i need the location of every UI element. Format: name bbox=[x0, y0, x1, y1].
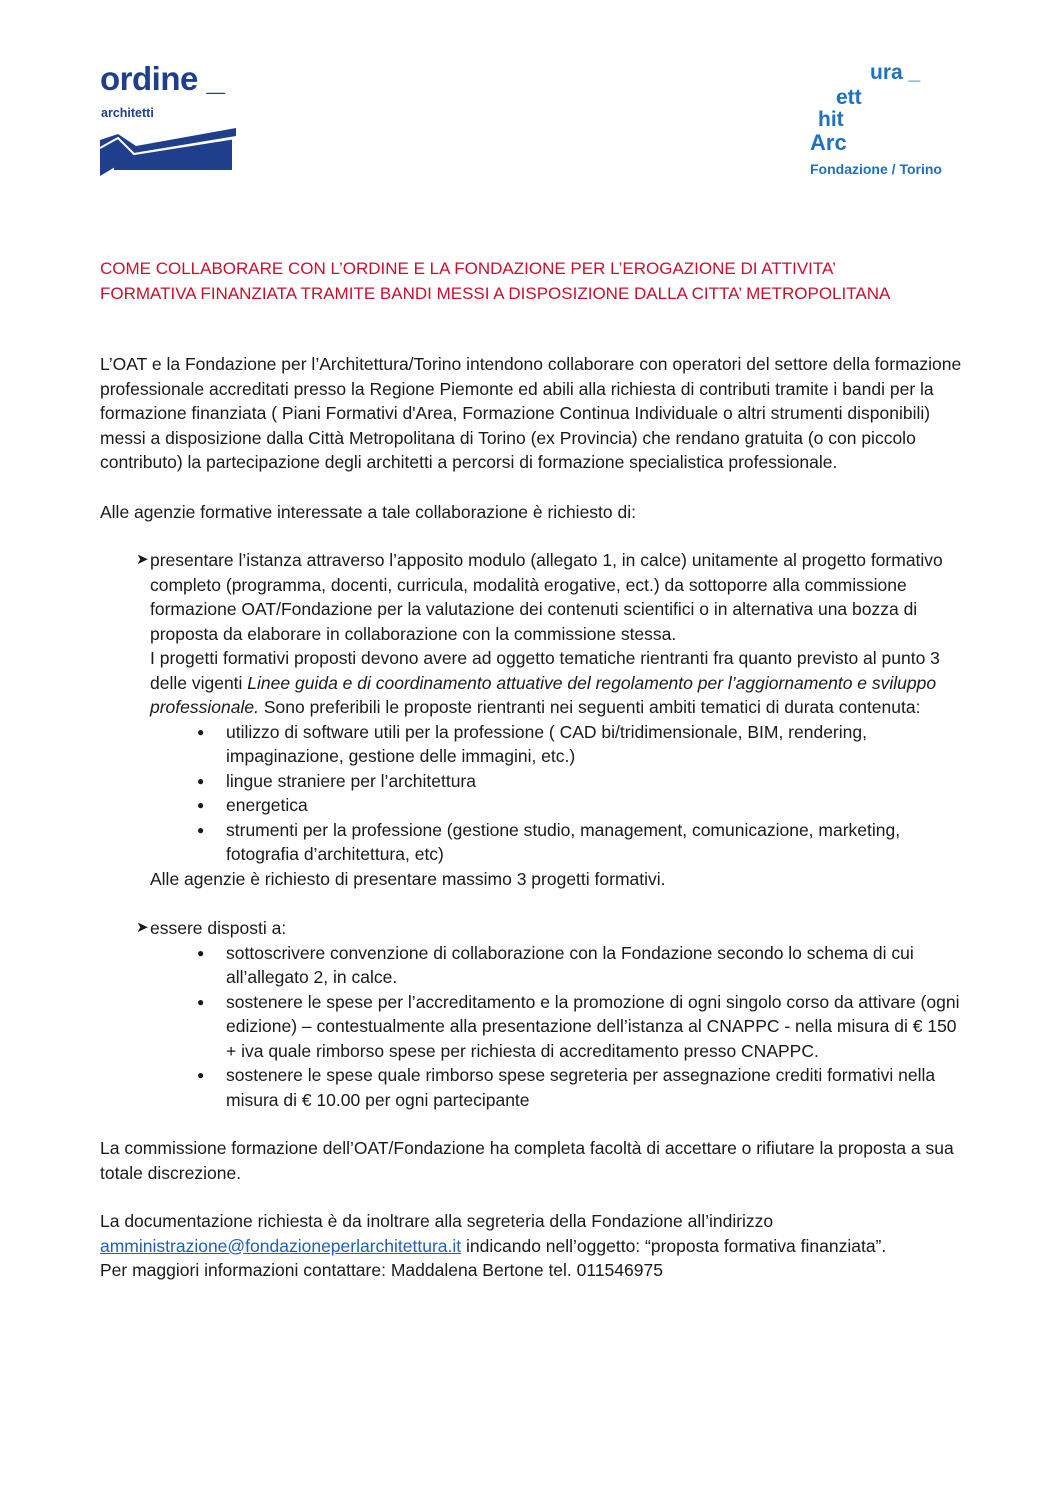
logo-line-4: Arc bbox=[810, 130, 847, 155]
spacer bbox=[100, 1112, 970, 1136]
list-spacer bbox=[100, 891, 970, 916]
list-item bbox=[100, 720, 970, 769]
list-item bbox=[100, 1063, 970, 1112]
contact-pre: La documentazione richiesta è da inoltrare alla segreteria della Fondazione all’indirizzo bbox=[100, 1211, 774, 1231]
title-line-2: FORMATIVA FINANZIATA TRAMITE BANDI MESSI A DISPOSIZIONE DALLA CITTA’ METROPOLITANA bbox=[100, 284, 891, 303]
list-item bbox=[100, 793, 970, 818]
document-title bbox=[100, 256, 960, 306]
arrow-bullet-icon: ➤ bbox=[136, 551, 149, 568]
list-item bbox=[100, 916, 970, 1112]
requirements-list bbox=[100, 548, 970, 1112]
item1-p2-post: Sono preferibili le proposte rientranti nei seguenti ambiti tematici di durata contenuta: bbox=[258, 697, 921, 717]
list-item bbox=[100, 548, 970, 891]
logo-line-3: hit bbox=[818, 108, 844, 131]
logo-line-5: Fondazione / Torino bbox=[810, 161, 942, 177]
document-body bbox=[100, 352, 970, 1283]
spacer bbox=[100, 1185, 970, 1209]
dot-bullet-icon: ● bbox=[197, 994, 205, 1009]
obligations-list bbox=[150, 941, 970, 1113]
list-item bbox=[100, 941, 970, 990]
dot-bullet-icon: ● bbox=[197, 822, 205, 837]
theme-text: lingue straniere per l’architettura bbox=[226, 770, 476, 791]
item1-text: presentare l’istanza attraverso l’apposito modulo (allegato 1, in calce) unitamente al progetto formativo completo (programma, docenti, curricula, modalità erogative, ect.) da sottoporre alla commissione formazione OAT/Fondazione per la valutazione dei contenuti scientifici o in alternativa una bozza di proposta da elaborare in collaborazione con la commissione stessa. bbox=[150, 550, 943, 644]
obligation-text: sostenere le spese per l’accreditamento e la promozione di ogni singolo corso da attivare (ogni edizione) – contestualmente alla presentazione dell’istanza al CNAPPC - nella misura di € 150 + iva quale rimborso spese per richiesta di accreditamento presso CNAPPC. bbox=[226, 991, 960, 1061]
contact-paragraph bbox=[100, 1209, 970, 1258]
item1-paragraph-2 bbox=[150, 646, 970, 720]
logo-line-1: ura _ bbox=[870, 61, 921, 84]
arrow-bullet-icon: ➤ bbox=[136, 919, 149, 936]
theme-text: strumenti per la professione (gestione studio, management, comunicazione, marketing, fotografia d’architettura, etc) bbox=[226, 819, 901, 864]
themes-list bbox=[150, 720, 970, 867]
intro-paragraph: L’OAT e la Fondazione per l’Architettura/Torino intendono collaborare con operatori del settore della formazione professionale accreditati presso la Regione Piemonte ed abili alla richiesta di contributi tramite i bandi per la formazione finanziata ( Piani Formativi d'Area, Formazione Continua Individuale o altri strumenti disponibili) messi a disposizione dalla Città Metropolitana di Torino (ex Provincia) che rendano gratuita (o con piccolo contributo) la partecipazione degli architetti a percorsi di formazione specialistica professionale. bbox=[100, 354, 962, 472]
obligation-text: sostenere le spese quale rimborso spese segreteria per assegnazione crediti formativi nella misura di € 10.00 per ogni partecipante bbox=[226, 1065, 936, 1110]
logo-word: ordine _ bbox=[100, 60, 225, 97]
email-link[interactable]: amministrazione@fondazioneperlarchitettura.it bbox=[100, 1235, 462, 1256]
dot-bullet-icon: ● bbox=[197, 724, 205, 739]
title-line-1: COME COLLABORARE CON L’ORDINE E LA FONDAZIONE PER L’EROGAZIONE DI ATTIVITA’ bbox=[100, 259, 836, 278]
info-line: Per maggiori informazioni contattare: Maddalena Bertone tel. 011546975 bbox=[100, 1260, 663, 1280]
list-item bbox=[100, 990, 970, 1064]
logo-bridge-icon bbox=[100, 126, 236, 176]
dot-bullet-icon: ● bbox=[197, 773, 205, 788]
item1-closing: Alle agenzie è richiesto di presentare massimo 3 progetti formativi. bbox=[150, 868, 666, 889]
ordine-architetti-logo bbox=[100, 62, 240, 182]
obligation-text: sottoscrivere convenzione di collaborazione con la Fondazione secondo lo schema di cui all’allegato 2, in calce. bbox=[226, 942, 914, 987]
logo-line-2: ett bbox=[836, 86, 862, 109]
item2-text: essere disposti a: bbox=[150, 918, 287, 938]
theme-text: energetica bbox=[226, 795, 308, 815]
commission-paragraph: La commissione formazione dell’OAT/Fondazione ha completa facoltà di accettare o rifiutare la proposta a sua totale discrezione. bbox=[100, 1138, 954, 1183]
dot-bullet-icon: ● bbox=[197, 1068, 205, 1082]
dot-bullet-icon: ● bbox=[197, 945, 205, 960]
contact-post: indicando nell’oggetto: “proposta formativa finanziata”. bbox=[461, 1235, 887, 1256]
fondazione-torino-logo bbox=[800, 62, 960, 182]
item1-p2-pre: I progetti formativi proposti devono avere ad oggetto tematiche rientranti fra quanto previsto al punto 3 delle vigenti bbox=[150, 648, 940, 693]
list-item bbox=[100, 818, 970, 867]
lead-paragraph: Alle agenzie formative interessate a tale collaborazione è richiesto di: bbox=[100, 501, 636, 522]
list-item bbox=[100, 769, 970, 794]
logo-sub: architetti bbox=[101, 106, 154, 120]
item1-p2-emphasis: Linee guida e di coordinamento attuative del regolamento per l’aggiornamento e sviluppo professionale. bbox=[150, 672, 937, 717]
dot-bullet-icon: ● bbox=[197, 798, 205, 812]
theme-text: utilizzo di software utili per la professione ( CAD bi/tridimensionale, BIM, rendering, impaginazione, gestione delle immagini, etc.) bbox=[226, 721, 867, 766]
